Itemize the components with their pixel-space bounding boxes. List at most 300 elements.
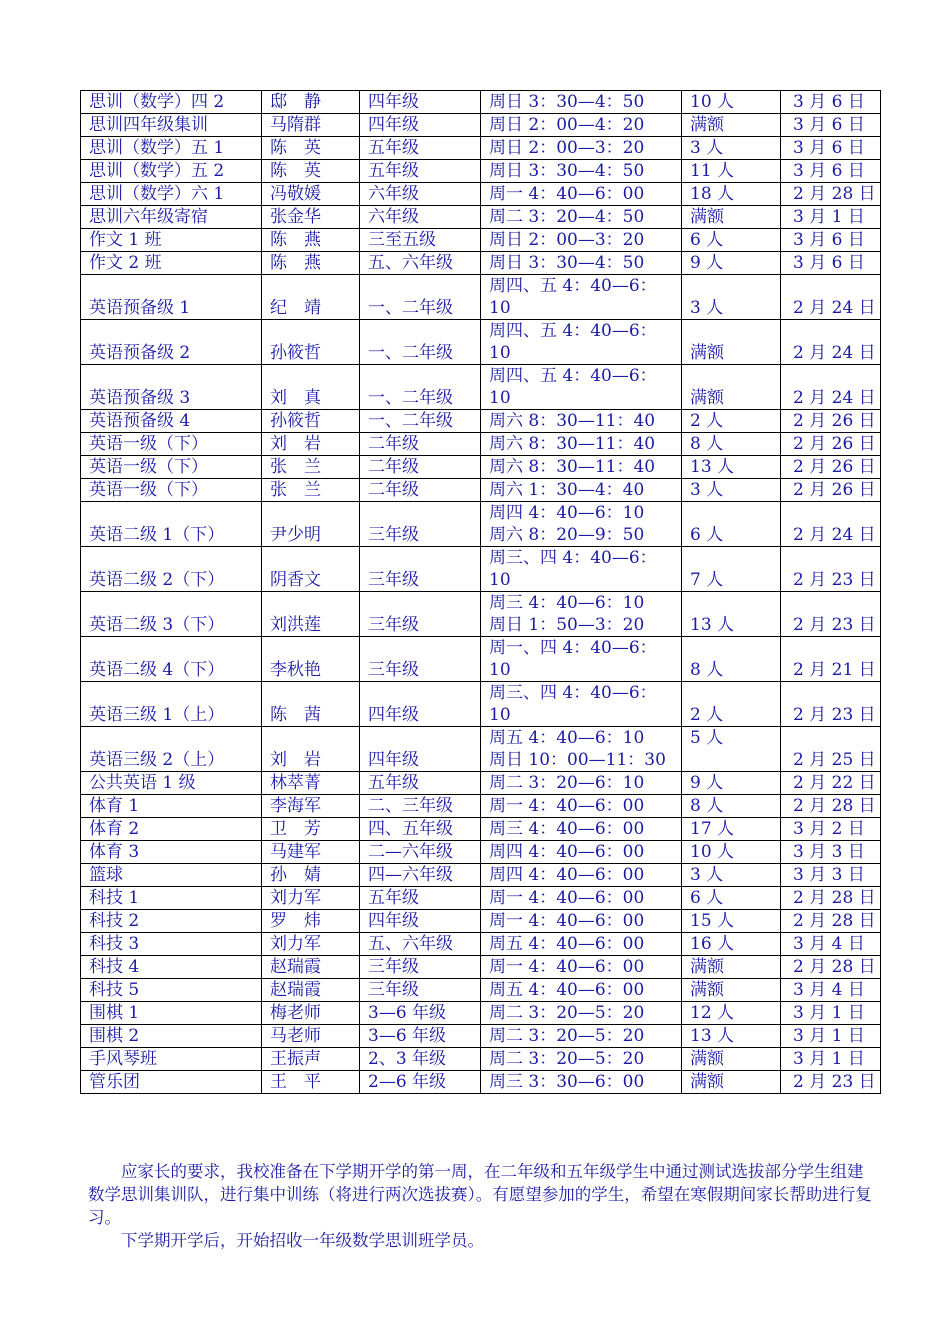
grade-cell [360, 502, 481, 547]
enrollment: 8 人 [690, 660, 724, 680]
grade: 三年级 [368, 570, 419, 590]
table-row [81, 818, 881, 841]
course-name: 英语二级 2（下） [89, 570, 225, 590]
enrollment: 满额 [690, 1072, 724, 1092]
course-name: 科技 2 [89, 911, 140, 931]
teacher-cell [262, 91, 360, 114]
course-name: 英语预备级 3 [89, 388, 191, 408]
schedule-time-cell [481, 637, 682, 682]
grade: 五年级 [368, 138, 419, 158]
start-date: 3 月 6 日 [793, 161, 865, 181]
teacher-cell [262, 206, 360, 229]
grade-cell [360, 979, 481, 1002]
teacher: 张 兰 [270, 457, 321, 477]
enrollment-cell [682, 320, 781, 365]
schedule-time-cell [481, 956, 682, 979]
course-name-cell [81, 206, 262, 229]
course-name: 思训（数学）六 1 [89, 184, 225, 204]
start-date: 2 月 26 日 [793, 480, 876, 500]
teacher-cell [262, 841, 360, 864]
enrollment: 17 人 [690, 819, 735, 839]
teacher-cell [262, 979, 360, 1002]
schedule-time-line: 周三、四 4：40—6： [489, 683, 657, 703]
schedule-time-line: 10 [489, 343, 511, 363]
schedule-time-cell [481, 1025, 682, 1048]
table-row [81, 979, 881, 1002]
schedule-time-cell [481, 229, 682, 252]
start-date-cell [781, 502, 881, 547]
table-row [81, 479, 881, 502]
start-date-cell [781, 206, 881, 229]
table-row [81, 365, 881, 410]
teacher-cell [262, 933, 360, 956]
start-date-cell [781, 1025, 881, 1048]
course-name: 思训六年级寄宿 [89, 207, 208, 227]
course-name-cell [81, 252, 262, 275]
start-date: 3 月 6 日 [793, 138, 865, 158]
table-row [81, 114, 881, 137]
start-date-cell [781, 864, 881, 887]
teacher-cell [262, 160, 360, 183]
enrollment-cell [682, 864, 781, 887]
start-date-cell [781, 1002, 881, 1025]
grade: 三年级 [368, 957, 419, 977]
table-row [81, 1071, 881, 1094]
grade: 2、3 年级 [368, 1049, 447, 1069]
course-name-cell [81, 818, 262, 841]
teacher: 王振声 [270, 1049, 321, 1069]
teacher-cell [262, 1002, 360, 1025]
start-date: 2 月 23 日 [793, 705, 876, 725]
grade: 三至五级 [368, 230, 436, 250]
table-row [81, 727, 881, 772]
course-name-cell [81, 795, 262, 818]
teacher-cell [262, 682, 360, 727]
course-name-cell [81, 229, 262, 252]
start-date: 2 月 28 日 [793, 184, 876, 204]
schedule-time-line: 周四、五 4：40—6： [489, 321, 657, 341]
schedule-time-cell [481, 275, 682, 320]
schedule-time: 周五 4：40—6：00 [489, 934, 645, 954]
course-name: 思训（数学）四 2 [89, 92, 225, 112]
enrollment: 8 人 [690, 796, 724, 816]
schedule-time-cell [481, 1002, 682, 1025]
enrollment-cell [682, 592, 781, 637]
schedule-time-cell [481, 818, 682, 841]
start-date-cell [781, 114, 881, 137]
course-name-cell [81, 479, 262, 502]
grade-cell [360, 592, 481, 637]
course-name-cell [81, 91, 262, 114]
grade-cell [360, 252, 481, 275]
schedule-time: 周二 3：20—5：20 [489, 1049, 645, 1069]
table-row [81, 956, 881, 979]
teacher: 陈 燕 [270, 253, 321, 273]
enrollment: 2 人 [690, 411, 724, 431]
enrollment-cell [682, 275, 781, 320]
course-name: 科技 5 [89, 980, 140, 1000]
grade-cell [360, 1071, 481, 1094]
table-row [81, 320, 881, 365]
enrollment-cell [682, 956, 781, 979]
schedule-time: 周一 4：40—6：00 [489, 888, 645, 908]
schedule-time-line: 10 [489, 705, 511, 725]
teacher-cell [262, 1048, 360, 1071]
course-name-cell [81, 1002, 262, 1025]
table-row [81, 183, 881, 206]
schedule-time: 周六 8：30—11：40 [489, 457, 656, 477]
grade: 四年级 [368, 115, 419, 135]
teacher: 尹少明 [270, 525, 321, 545]
start-date-cell [781, 1048, 881, 1071]
enrollment-cell [682, 933, 781, 956]
teacher: 冯敬媛 [270, 184, 321, 204]
enrollment: 3 人 [690, 480, 724, 500]
schedule-time: 周六 8：30—11：40 [489, 434, 656, 454]
enrollment-cell [682, 252, 781, 275]
schedule-time: 周日 2：00—3：20 [489, 230, 645, 250]
enrollment: 6 人 [690, 230, 724, 250]
grade: 二年级 [368, 480, 419, 500]
schedule-table [80, 90, 881, 1094]
enrollment-cell [682, 910, 781, 933]
teacher: 陈 燕 [270, 230, 321, 250]
start-date-cell [781, 772, 881, 795]
teacher-cell [262, 795, 360, 818]
enrollment: 10 人 [690, 842, 735, 862]
grade-cell [360, 933, 481, 956]
teacher: 赵瑞霞 [270, 957, 321, 977]
course-name-cell [81, 1025, 262, 1048]
enrollment: 16 人 [690, 934, 735, 954]
start-date: 2 月 25 日 [793, 750, 876, 770]
course-name-cell [81, 979, 262, 1002]
grade-cell [360, 887, 481, 910]
schedule-time: 周二 3：20—6：10 [489, 773, 645, 793]
start-date: 3 月 1 日 [793, 1003, 865, 1023]
teacher: 马建军 [270, 842, 321, 862]
grade-cell [360, 682, 481, 727]
grade: 二—六年级 [368, 842, 453, 862]
schedule-time: 周四 4：40—6：00 [489, 842, 645, 862]
teacher-cell [262, 772, 360, 795]
grade-cell [360, 841, 481, 864]
schedule-time-cell [481, 160, 682, 183]
start-date-cell [781, 160, 881, 183]
enrollment-cell [682, 456, 781, 479]
course-name: 英语二级 4（下） [89, 660, 225, 680]
start-date-cell [781, 956, 881, 979]
course-name: 篮球 [89, 865, 123, 885]
start-date-cell [781, 229, 881, 252]
enrollment-cell [682, 818, 781, 841]
teacher-cell [262, 456, 360, 479]
teacher-cell [262, 818, 360, 841]
grade-cell [360, 818, 481, 841]
start-date-cell [781, 320, 881, 365]
table-row [81, 864, 881, 887]
teacher: 李海军 [270, 796, 321, 816]
start-date: 3 月 6 日 [793, 253, 865, 273]
grade-cell [360, 160, 481, 183]
enrollment: 9 人 [690, 773, 724, 793]
grade-cell [360, 795, 481, 818]
course-name-cell [81, 275, 262, 320]
course-name-cell [81, 410, 262, 433]
start-date-cell [781, 592, 881, 637]
start-date-cell [781, 365, 881, 410]
enrollment-cell [682, 727, 781, 772]
teacher-cell [262, 479, 360, 502]
enrollment-cell [682, 547, 781, 592]
table-row [81, 206, 881, 229]
schedule-time-cell [481, 410, 682, 433]
table-row [81, 795, 881, 818]
enrollment: 6 人 [690, 888, 724, 908]
course-name: 英语三级 2（上） [89, 750, 225, 770]
enrollment: 18 人 [690, 184, 735, 204]
course-name-cell [81, 910, 262, 933]
course-name: 体育 2 [89, 819, 140, 839]
enrollment: 7 人 [690, 570, 724, 590]
teacher: 孙筱哲 [270, 343, 321, 363]
course-name-cell [81, 637, 262, 682]
start-date: 2 月 24 日 [793, 298, 876, 318]
start-date: 3 月 3 日 [793, 842, 865, 862]
start-date: 3 月 3 日 [793, 865, 865, 885]
notes-section [88, 1160, 878, 1252]
grade: 五年级 [368, 888, 419, 908]
grade-cell [360, 456, 481, 479]
teacher-cell [262, 910, 360, 933]
teacher: 陈 英 [270, 161, 321, 181]
teacher: 陈 茜 [270, 705, 321, 725]
teacher: 梅老师 [270, 1003, 321, 1023]
schedule-time-cell [481, 456, 682, 479]
course-name: 作文 1 班 [89, 230, 162, 250]
table-row [81, 502, 881, 547]
enrollment: 满额 [690, 343, 724, 363]
teacher: 马老师 [270, 1026, 321, 1046]
start-date-cell [781, 547, 881, 592]
course-name: 科技 1 [89, 888, 140, 908]
enrollment: 满额 [690, 980, 724, 1000]
grade: 四—六年级 [368, 865, 453, 885]
start-date-cell [781, 887, 881, 910]
course-name: 思训（数学）五 1 [89, 138, 225, 158]
course-name: 英语一级（下） [89, 457, 208, 477]
table-row [81, 1025, 881, 1048]
start-date-cell [781, 479, 881, 502]
table-row [81, 160, 881, 183]
grade-cell [360, 1002, 481, 1025]
schedule-time-line: 10 [489, 660, 511, 680]
start-date: 3 月 4 日 [793, 980, 865, 1000]
grade: 四、五年级 [368, 819, 453, 839]
enrollment: 满额 [690, 1049, 724, 1069]
schedule-time-line: 周一、四 4：40—6： [489, 638, 657, 658]
schedule-time-cell [481, 910, 682, 933]
teacher: 陈 英 [270, 138, 321, 158]
table-row [81, 592, 881, 637]
course-name: 手风琴班 [89, 1049, 157, 1069]
schedule-time: 周日 3：30—4：50 [489, 92, 645, 112]
teacher: 孙筱哲 [270, 411, 321, 431]
schedule-time-cell [481, 183, 682, 206]
course-name: 体育 3 [89, 842, 140, 862]
schedule-time-cell [481, 137, 682, 160]
teacher: 邸 静 [270, 92, 321, 112]
grade-cell [360, 137, 481, 160]
start-date-cell [781, 137, 881, 160]
enrollment: 3 人 [690, 298, 724, 318]
grade: 三年级 [368, 980, 419, 1000]
grade: 四年级 [368, 750, 419, 770]
grade-cell [360, 1048, 481, 1071]
teacher: 林萃菁 [270, 773, 321, 793]
start-date: 2 月 24 日 [793, 388, 876, 408]
table-row [81, 137, 881, 160]
schedule-time-cell [481, 479, 682, 502]
start-date: 2 月 23 日 [793, 615, 876, 635]
start-date: 2 月 28 日 [793, 796, 876, 816]
schedule-time-line: 周日 10：00—11：30 [489, 750, 666, 770]
course-name: 英语一级（下） [89, 480, 208, 500]
course-name-cell [81, 137, 262, 160]
teacher-cell [262, 592, 360, 637]
enrollment-cell [682, 841, 781, 864]
table-row [81, 1002, 881, 1025]
schedule-time: 周日 2：00—3：20 [489, 138, 645, 158]
table-row [81, 275, 881, 320]
schedule-time: 周日 3：30—4：50 [489, 161, 645, 181]
start-date-cell [781, 91, 881, 114]
start-date-cell [781, 456, 881, 479]
teacher: 罗 炜 [270, 911, 321, 931]
enrollment-cell [682, 637, 781, 682]
course-name-cell [81, 547, 262, 592]
grade: 五、六年级 [368, 253, 453, 273]
grade-cell [360, 637, 481, 682]
teacher: 刘 岩 [270, 750, 321, 770]
start-date-cell [781, 841, 881, 864]
grade: 一、二年级 [368, 343, 453, 363]
schedule-time-line: 10 [489, 570, 511, 590]
start-date-cell [781, 727, 881, 772]
start-date: 2 月 26 日 [793, 457, 876, 477]
course-name-cell [81, 772, 262, 795]
enrollment: 15 人 [690, 911, 735, 931]
teacher-cell [262, 114, 360, 137]
schedule-time: 周日 2：00—4：20 [489, 115, 645, 135]
course-name: 体育 1 [89, 796, 140, 816]
enrollment: 12 人 [690, 1003, 735, 1023]
schedule-time-cell [481, 1071, 682, 1094]
table-row [81, 910, 881, 933]
table-row [81, 1048, 881, 1071]
table-row [81, 841, 881, 864]
teacher: 张金华 [270, 207, 321, 227]
grade-cell [360, 1025, 481, 1048]
enrollment-cell [682, 229, 781, 252]
start-date-cell [781, 637, 881, 682]
table-row [81, 229, 881, 252]
teacher: 阴香文 [270, 570, 321, 590]
schedule-time: 周六 1：30—4：40 [489, 480, 645, 500]
grade: 一、二年级 [368, 298, 453, 318]
enrollment-cell [682, 682, 781, 727]
enrollment-cell [682, 772, 781, 795]
enrollment: 满额 [690, 388, 724, 408]
teacher-cell [262, 887, 360, 910]
teacher-cell [262, 183, 360, 206]
teacher-cell [262, 229, 360, 252]
schedule-time-cell [481, 979, 682, 1002]
schedule-time: 周六 8：30—11：40 [489, 411, 656, 431]
teacher-cell [262, 433, 360, 456]
teacher: 刘力军 [270, 934, 321, 954]
enrollment: 10 人 [690, 92, 735, 112]
course-name-cell [81, 682, 262, 727]
grade: 六年级 [368, 207, 419, 227]
grade: 六年级 [368, 184, 419, 204]
course-name-cell [81, 320, 262, 365]
grade: 二年级 [368, 457, 419, 477]
grade: 四年级 [368, 705, 419, 725]
schedule-time-line: 周六 8：20—9：50 [489, 525, 645, 545]
course-name: 公共英语 1 级 [89, 773, 196, 793]
grade: 3—6 年级 [368, 1026, 447, 1046]
grade: 五、六年级 [368, 934, 453, 954]
schedule-time-cell [481, 682, 682, 727]
schedule-time-line: 周四、五 4：40—6： [489, 366, 657, 386]
enrollment-cell [682, 206, 781, 229]
start-date: 2 月 26 日 [793, 434, 876, 454]
schedule-time-cell [481, 727, 682, 772]
schedule-time-cell [481, 206, 682, 229]
teacher: 马隋群 [270, 115, 321, 135]
schedule-time-cell [481, 547, 682, 592]
course-name-cell [81, 365, 262, 410]
table-row [81, 91, 881, 114]
grade: 四年级 [368, 92, 419, 112]
schedule-time-cell [481, 795, 682, 818]
enrollment-cell [682, 887, 781, 910]
schedule-time: 周日 3：30—4：50 [489, 253, 645, 273]
table-row [81, 252, 881, 275]
teacher: 纪 靖 [270, 298, 321, 318]
schedule-time: 周一 4：40—6：00 [489, 957, 645, 977]
grade: 三年级 [368, 615, 419, 635]
start-date: 3 月 6 日 [793, 230, 865, 250]
start-date: 2 月 23 日 [793, 570, 876, 590]
schedule-time-cell [481, 772, 682, 795]
start-date-cell [781, 682, 881, 727]
course-name: 科技 4 [89, 957, 140, 977]
schedule-time-cell [481, 502, 682, 547]
start-date-cell [781, 818, 881, 841]
enrollment: 3 人 [690, 138, 724, 158]
grade-cell [360, 365, 481, 410]
enrollment: 8 人 [690, 434, 724, 454]
teacher-cell [262, 1071, 360, 1094]
enrollment: 满额 [690, 207, 724, 227]
course-name-cell [81, 841, 262, 864]
start-date-cell [781, 410, 881, 433]
schedule-time-cell [481, 433, 682, 456]
course-name: 英语预备级 1 [89, 298, 191, 318]
table-row [81, 456, 881, 479]
